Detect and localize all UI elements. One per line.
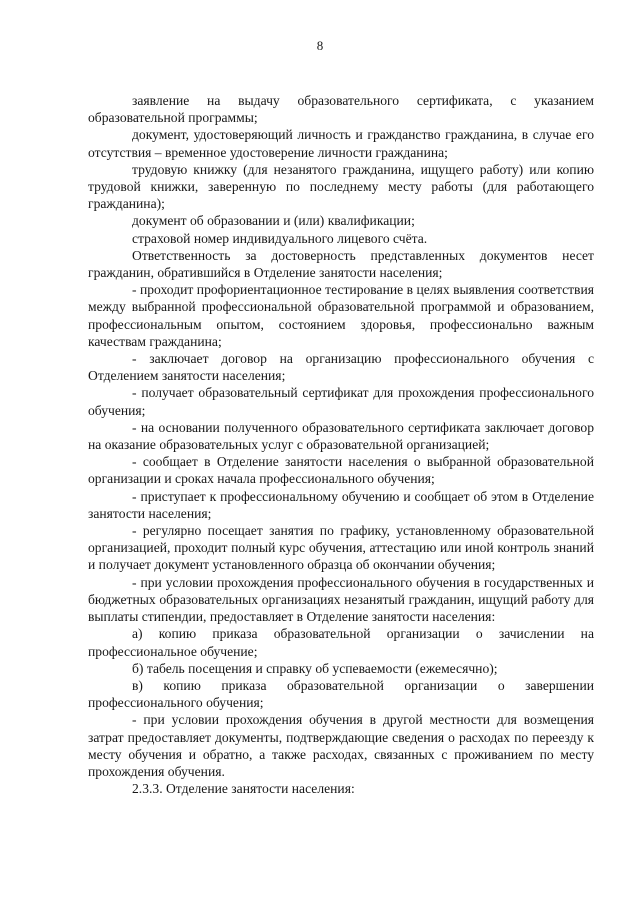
list-item: - регулярно посещает занятия по графику, установленному образовательной организацией, проходит полный курс обучения, аттестацию или иной контроль знаний и получает документ установленного образца об окончании обучения;	[88, 523, 594, 573]
page-number: 8	[316, 38, 324, 53]
paragraph: страховой номер индивидуального лицевого счёта.	[132, 230, 428, 246]
paragraph: документ, удостоверяющий личность и гражданство гражданина, в случае его отсутствия – временное удостоверение личности гражданина;	[88, 127, 594, 160]
list-item: - при условии прохождения обучения в другой местности для возмещения затрат предоставляет документы, подтверждающие сведения о расходах по переезду к месту обучения и обратно, а также расходах, связанных с проживанием по месту прохождения обучения.	[88, 712, 594, 779]
list-item: - проходит профориентационное тестирование в целях выявления соответствия между выбранной профессиональной образовательной программой и образованием, профессиональным опытом, состоянием здоровья, профессионально важным качествам гражданина;	[88, 282, 594, 349]
paragraph: Ответственность за достоверность представленных документов несет гражданин, обратившийся в Отделение занятости населения;	[88, 247, 594, 281]
section-heading: 2.3.3. Отделение занятости населения:	[132, 781, 355, 797]
sub-item-b: б) табель посещения и справку об успеваемости (ежемесячно);	[132, 660, 498, 676]
list-item: - заключает договор на организацию профессионального обучения с Отделением занятости населения;	[88, 351, 594, 384]
paragraph: заявление на выдачу образовательного сертификата, с указанием образовательной программы;	[88, 93, 594, 126]
list-item: - сообщает в Отделение занятости населения о выбранной образовательной организации и сроках начала профессионального обучения;	[88, 454, 594, 487]
list-item: - получает образовательный сертификат для прохождения профессионального обучения;	[88, 385, 594, 418]
paragraph: трудовую книжку (для незанятого гражданина, ищущего работу) или копию трудовой книжки, заверенную по последнему месту работы (для работающего гражданина);	[88, 161, 594, 212]
sub-item-c: в) копию приказа образовательной организации о завершении профессионального обучения;	[88, 677, 594, 711]
list-item: - при условии прохождения профессионального обучения в государственных и бюджетных образовательных организациях незанятый гражданин, ищущий работу для выплаты стипендии, предоставляет в Отделение занятости населения:	[88, 574, 594, 625]
list-item: - приступает к профессиональному обучению и сообщает об этом в Отделение занятости населения;	[88, 488, 594, 521]
document-body	[88, 92, 594, 797]
list-item: - на основании полученного образовательного сертификата заключает договор на оказание образовательных услуг с образовательной организацией;	[88, 419, 594, 453]
paragraph: документ об образовании и (или) квалификации;	[132, 213, 415, 229]
sub-item-a: а) копию приказа образовательной организации о зачислении на профессиональное обучение;	[88, 626, 594, 659]
